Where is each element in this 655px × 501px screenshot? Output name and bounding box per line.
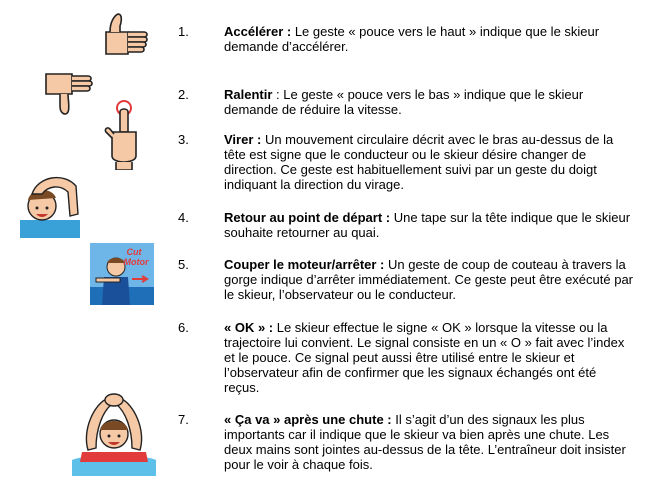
- item-title: Accélérer :: [224, 24, 292, 39]
- item-number: 7.: [178, 412, 189, 427]
- finger-circle-icon: [102, 98, 146, 170]
- item-text: [224, 320, 634, 395]
- item-number: 4.: [178, 210, 189, 225]
- item-title: « OK » :: [224, 320, 274, 335]
- item-text: [224, 87, 634, 117]
- item-text: [224, 412, 634, 472]
- item-body: Le geste « pouce vers le haut » indique que le skieur demande d’accélérer.: [224, 24, 600, 54]
- item-title: Couper le moteur/arrêter :: [224, 257, 385, 272]
- item-body: Il s’agit d’un des signaux les plus importants car il indique que le skieur va bien après une chute. Les deux mains sont jointes au-dessus de la tête. L’entraîneur doit insister pour le voir à chaque fois.: [224, 412, 626, 472]
- item-number: 2.: [178, 87, 189, 102]
- item-body: : Le geste « pouce vers le bas » indique que le skieur demande de réduire la vitesse.: [224, 87, 584, 117]
- item-text: [224, 210, 634, 240]
- svg-text:Motor: Motor: [123, 257, 149, 267]
- item-body: Une tape sur la tête indique que le skieur souhaite retourner au quai.: [224, 210, 631, 240]
- item-title: Ralentir: [224, 87, 273, 102]
- pat-head-icon: [18, 168, 82, 238]
- item-body: Le skieur effectue le signe « OK » lorsque la vitesse ou la trajectoire lui convient. Le signal consiste en un « O » fait avec l’index et le pouce. Ce signal peut aussi être utilisé entre le skieur et l’observateur afin de confirmer que les signaux échangés ont été reçus.: [224, 320, 625, 395]
- item-title: Retour au point de départ :: [224, 210, 391, 225]
- item-body: Un geste de coup de couteau à travers la gorge indique d’arrêter immédiatement. Ce geste peut être exécuté par le skieur, l’observateur ou le conducteur.: [224, 257, 634, 302]
- item-number: 6.: [178, 320, 189, 335]
- item-text: [224, 257, 634, 302]
- thumbs-down-icon: [40, 68, 96, 118]
- item-title: « Ça va » après une chute :: [224, 412, 392, 427]
- item-text: [224, 24, 634, 54]
- hands-over-head-icon: [72, 390, 156, 476]
- item-number: 3.: [178, 132, 189, 147]
- item-body: Un mouvement circulaire décrit avec le bras au-dessus de la tête est signe que le conducteur ou le skieur désire changer de direction. Ce geste est habituellement suivi par un geste du doigt indiquant la direction du virage.: [224, 132, 614, 192]
- thumbs-up-icon: [98, 10, 154, 58]
- item-text: [224, 132, 634, 192]
- item-number: 5.: [178, 257, 189, 272]
- svg-text:Cut: Cut: [126, 247, 142, 257]
- cut-motor-icon: [90, 243, 154, 305]
- item-number: 1.: [178, 24, 189, 39]
- item-title: Virer :: [224, 132, 262, 147]
